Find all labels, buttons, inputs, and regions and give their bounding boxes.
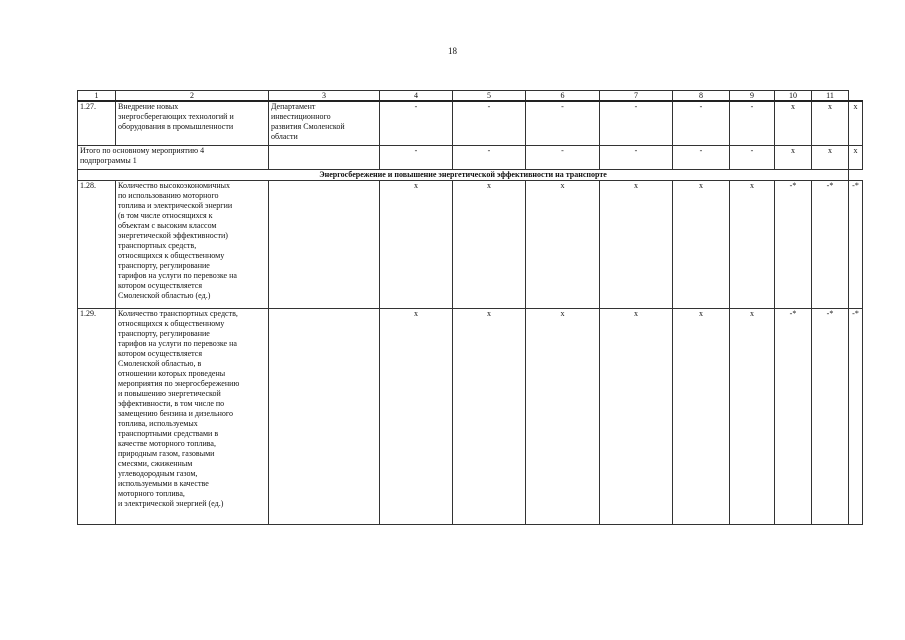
value-cell: х: [673, 180, 730, 308]
table-row-1-28: [78, 180, 863, 308]
table-row-1-27: [78, 101, 863, 145]
value-cell: -*: [849, 180, 863, 308]
value-cell: -*: [812, 308, 849, 524]
measures-table: [77, 90, 863, 525]
value-cell: -: [600, 101, 673, 145]
col-header: 9: [730, 91, 775, 102]
value-cell: -*: [775, 180, 812, 308]
col-header: 11: [812, 91, 849, 102]
value-cell: х: [775, 101, 812, 145]
value-cell: х: [380, 308, 453, 524]
row-number: 1.27.: [78, 101, 116, 145]
value-cell: -: [453, 101, 526, 145]
value-cell: х: [849, 101, 863, 145]
col-header: 2: [116, 91, 269, 102]
value-cell: х: [730, 180, 775, 308]
col-header: 3: [269, 91, 380, 102]
col-header: 5: [453, 91, 526, 102]
table-row-total: [78, 145, 863, 169]
table-row-1-29: [78, 308, 863, 524]
value-cell: -: [453, 145, 526, 169]
value-cell: -: [380, 101, 453, 145]
col-header: 6: [526, 91, 600, 102]
table-header-row: [78, 91, 863, 102]
value-cell: -*: [849, 308, 863, 524]
value-cell: х: [600, 308, 673, 524]
value-cell: х: [812, 101, 849, 145]
total-label: Итого по основному мероприятию 4 подпрограммы 1: [78, 145, 269, 169]
measure-name: Количество транспортных средств, относящихся к общественному транспорту, регулирование тарифов на услуги по перевозке на котором осуществляется Смоленской областью, в отношении которых проведены мероприятия по энергосбережению и повышению энергетической эффективности, в том числе по замещению бензина и дизельного топлива, используемых транспортными средствами в качестве моторного топлива, природным газом, газовыми смесями, сжиженным углеводородным газом, используемыми в качестве моторного топлива, и электрической энергией (ед.): [116, 308, 269, 524]
value-cell: х: [673, 308, 730, 524]
value-cell: -*: [812, 180, 849, 308]
value-cell: х: [849, 145, 863, 169]
empty-cell: [269, 180, 380, 308]
value-cell: х: [380, 180, 453, 308]
section-row: [78, 169, 863, 180]
value-cell: -: [673, 145, 730, 169]
value-cell: х: [775, 145, 812, 169]
value-cell: -: [730, 145, 775, 169]
empty-cell: [269, 145, 380, 169]
value-cell: х: [526, 180, 600, 308]
value-cell: х: [600, 180, 673, 308]
empty-cell: [269, 308, 380, 524]
value-cell: х: [453, 180, 526, 308]
value-cell: -: [526, 101, 600, 145]
row-number: 1.28.: [78, 180, 116, 308]
value-cell: х: [730, 308, 775, 524]
value-cell: -: [526, 145, 600, 169]
col-header: 4: [380, 91, 453, 102]
col-header: 1: [78, 91, 116, 102]
col-header: 7: [600, 91, 673, 102]
value-cell: -: [730, 101, 775, 145]
section-title: Энергосбережение и повышение энергетической эффективности на транспорте: [78, 169, 849, 180]
value-cell: х: [812, 145, 849, 169]
measure-name: Внедрение новых энергосберегающих технологий и оборудования в промышленности: [116, 101, 269, 145]
col-header: 10: [775, 91, 812, 102]
value-cell: -: [673, 101, 730, 145]
value-cell: х: [526, 308, 600, 524]
value-cell: х: [453, 308, 526, 524]
value-cell: -: [380, 145, 453, 169]
measure-name: Количество высокоэкономичных по использованию моторного топлива и электрической энергии (в том числе относящихся к объектам с высоким классом энергетической эффективности) транспортных средств, относящихся к общественному транспорту, регулирование тарифов на услуги по перевозке на котором осуществляется Смоленской областью (ед.): [116, 180, 269, 308]
value-cell: -*: [775, 308, 812, 524]
page-number: 18: [448, 46, 457, 56]
col-header: 8: [673, 91, 730, 102]
row-number: 1.29.: [78, 308, 116, 524]
executor: Департамент инвестиционного развития Смоленской области: [269, 101, 380, 145]
value-cell: -: [600, 145, 673, 169]
